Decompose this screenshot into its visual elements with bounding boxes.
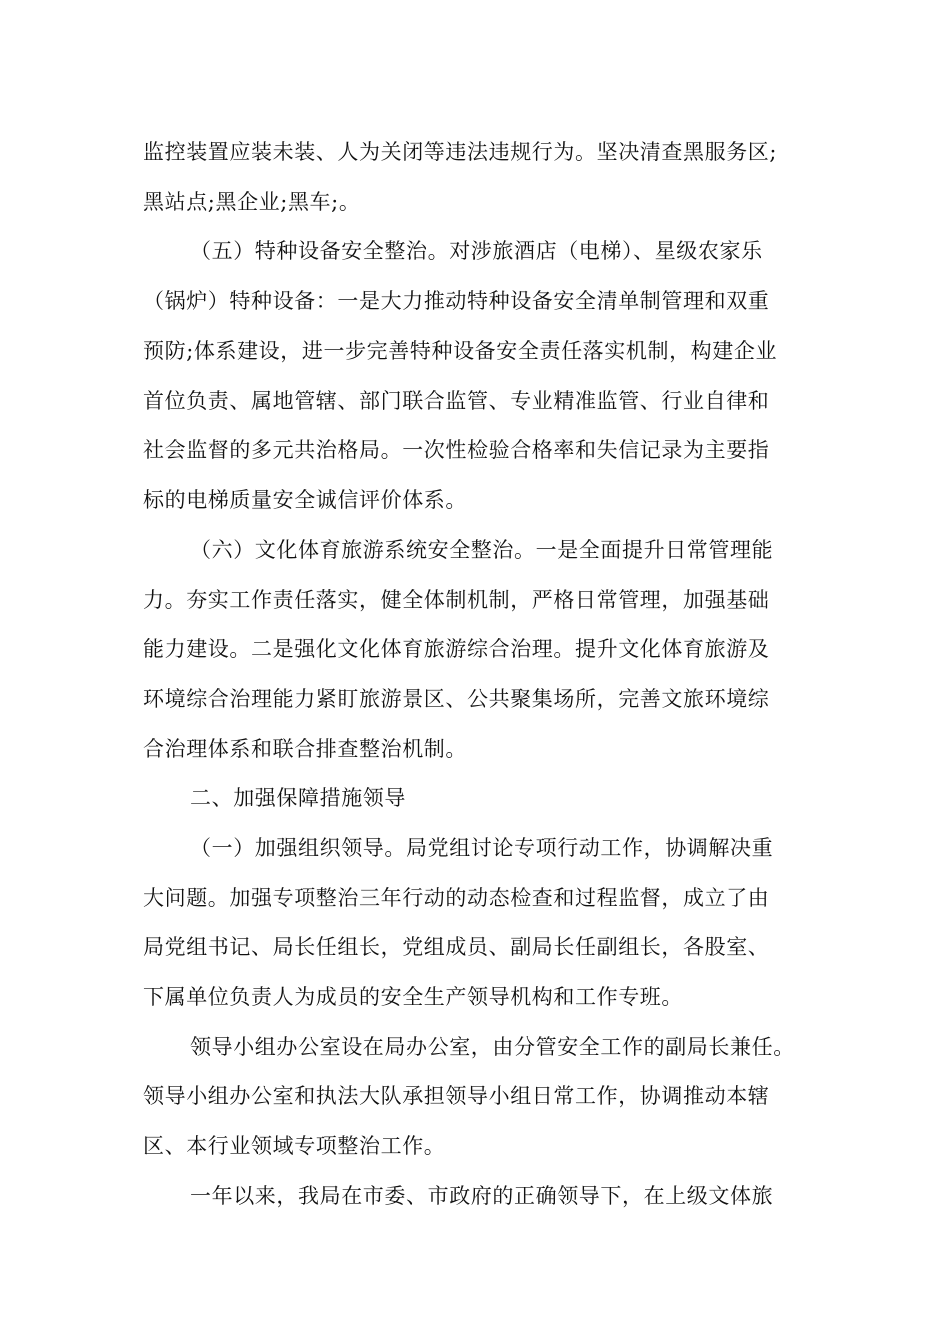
text-line: 力。夯实工作责任落实，健全体制机制，严格日常管理，加强基础 xyxy=(143,588,770,612)
text-line: 能力建设。二是强化文化体育旅游综合治理。提升文化体育旅游及 xyxy=(143,637,770,661)
text-line: 预防;体系建设，进一步完善特种设备安全责任落实机制，构建企业 xyxy=(143,339,778,363)
text-line: 合治理体系和联合排查整治机制。 xyxy=(143,737,467,761)
paragraph-first-line: （五）特种设备安全整治。对涉旅酒店（电梯）、星级农家乐 xyxy=(190,239,763,263)
text-line: （锅炉）特种设备：一是大力推动特种设备安全清单制管理和双重 xyxy=(143,289,770,313)
text-line: 局党组书记、局长任组长，党组成员、副局长任副组长，各股室、 xyxy=(143,935,770,959)
paragraph-first-line: （六）文化体育旅游系统安全整治。一是全面提升日常管理能 xyxy=(190,538,774,562)
text-line: 环境综合治理能力紧盯旅游景区、公共聚集场所，完善文旅环境综 xyxy=(143,687,770,711)
text-line: 标的电梯质量安全诚信评价体系。 xyxy=(143,488,467,512)
paragraph-first-line: 一年以来，我局在市委、市政府的正确领导下，在上级文体旅 xyxy=(190,1184,774,1208)
paragraph-first-line: 领导小组办公室设在局办公室，由分管安全工作的副局长兼任。 xyxy=(190,1035,795,1059)
text-line: 监控装置应装未装、人为关闭等违法违规行为。坚决清查黑服务区; xyxy=(143,140,778,164)
text-line: 下属单位负责人为成员的安全生产领导机构和工作专班。 xyxy=(143,985,683,1009)
paragraph-first-line: （一）加强组织领导。局党组讨论专项行动工作，协调解决重 xyxy=(190,836,774,860)
text-line: 黑站点;黑企业;黑车;。 xyxy=(143,190,361,214)
text-line: 区、本行业领域专项整治工作。 xyxy=(143,1134,446,1158)
text-line: 社会监督的多元共治格局。一次性检验合格率和失信记录为主要指 xyxy=(143,438,770,462)
section-heading: 二、加强保障措施领导 xyxy=(190,786,406,810)
text-line: 领导小组办公室和执法大队承担领导小组日常工作，协调推动本辖 xyxy=(143,1084,770,1108)
text-line: 大问题。加强专项整治三年行动的动态检查和过程监督，成立了由 xyxy=(143,886,770,910)
text-line: 首位负责、属地管辖、部门联合监管、专业精准监管、行业自律和 xyxy=(143,389,770,413)
